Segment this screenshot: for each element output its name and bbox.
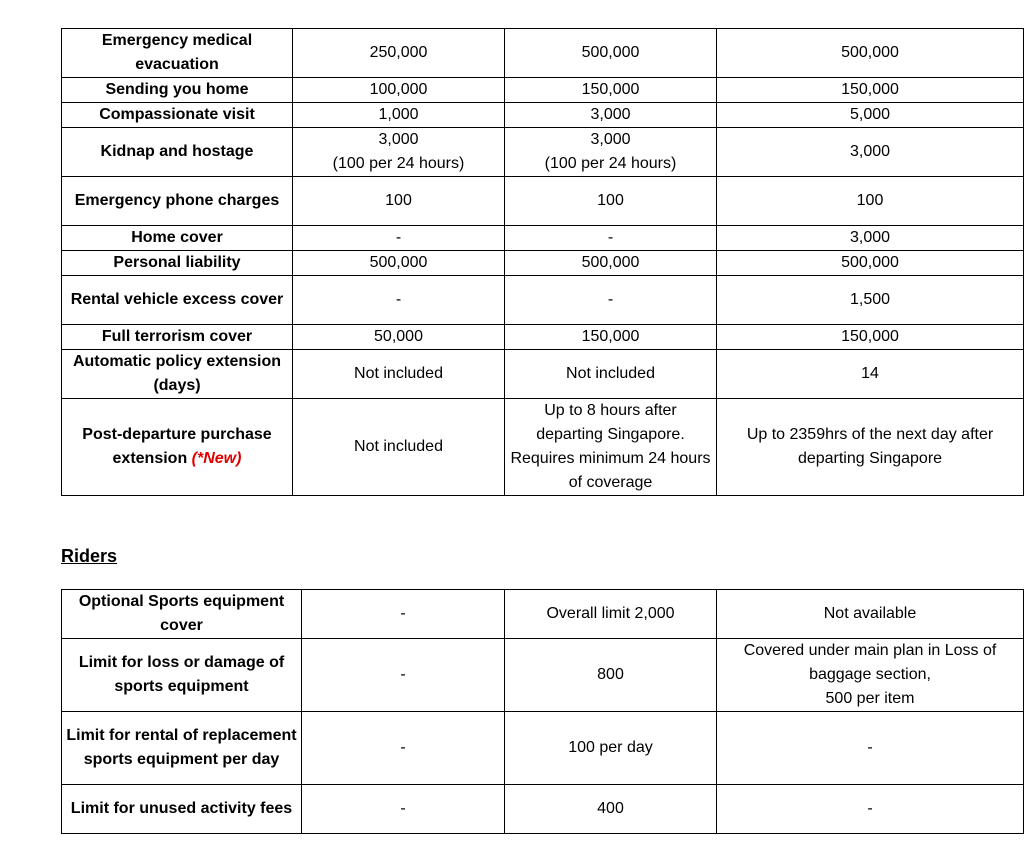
cell-value: -	[302, 590, 505, 639]
cell-value: 500,000	[505, 251, 717, 276]
row-label: Limit for loss or damage of sports equipment	[62, 639, 302, 712]
table-row	[62, 590, 1024, 639]
cell-value: 3,000	[717, 128, 1024, 177]
cell-value: 150,000	[505, 78, 717, 103]
cell-value: -	[302, 785, 505, 834]
cell-value: -	[717, 712, 1024, 785]
table-row	[62, 177, 1024, 226]
cell-value: 14	[717, 350, 1024, 399]
table-row	[62, 78, 1024, 103]
cell-value: 3,000	[505, 103, 717, 128]
cell-value: 1,000	[293, 103, 505, 128]
row-label: Emergency medical evacuation	[62, 29, 293, 78]
row-label: Limit for unused activity fees	[62, 785, 302, 834]
row-label: Kidnap and hostage	[62, 128, 293, 177]
cell-value: 250,000	[293, 29, 505, 78]
row-label: Compassionate visit	[62, 103, 293, 128]
cell-value: 3,000 (100 per 24 hours)	[505, 128, 717, 177]
cell-value: 100,000	[293, 78, 505, 103]
benefits-table	[61, 28, 1024, 496]
cell-value: 3,000	[717, 226, 1024, 251]
cell-value: Not included	[293, 350, 505, 399]
cell-value: 50,000	[293, 325, 505, 350]
table-row	[62, 103, 1024, 128]
row-label: Limit for rental of replacement sports equipment per day	[62, 712, 302, 785]
cell-value: 150,000	[505, 325, 717, 350]
cell-value: Up to 8 hours after departing Singapore. Requires minimum 24 hours of coverage	[505, 399, 717, 496]
cell-value: Not included	[505, 350, 717, 399]
cell-value: 150,000	[717, 78, 1024, 103]
cell-value: -	[505, 226, 717, 251]
cell-value: Not included	[293, 399, 505, 496]
table-row	[62, 128, 1024, 177]
row-label: Rental vehicle excess cover	[62, 276, 293, 325]
cell-value: -	[302, 712, 505, 785]
cell-value: -	[293, 226, 505, 251]
cell-value: 500,000	[505, 29, 717, 78]
row-label	[62, 399, 293, 496]
cell-value: 1,500	[717, 276, 1024, 325]
table-row	[62, 276, 1024, 325]
cell-value: -	[505, 276, 717, 325]
cell-value: 500,000	[717, 251, 1024, 276]
riders-table	[61, 589, 1024, 834]
cell-value: -	[302, 639, 505, 712]
row-label: Personal liability	[62, 251, 293, 276]
cell-value: 400	[505, 785, 717, 834]
table-row	[62, 226, 1024, 251]
table-row	[62, 350, 1024, 399]
row-label: Emergency phone charges	[62, 177, 293, 226]
row-label: Automatic policy extension (days)	[62, 350, 293, 399]
table-row	[62, 785, 1024, 834]
cell-value: 150,000	[717, 325, 1024, 350]
cell-value: Covered under main plan in Loss of baggage section, 500 per item	[717, 639, 1024, 712]
cell-value: -	[293, 276, 505, 325]
cell-value: 5,000	[717, 103, 1024, 128]
cell-value: 100	[717, 177, 1024, 226]
table-row	[62, 639, 1024, 712]
cell-value: 500,000	[293, 251, 505, 276]
table-row	[62, 251, 1024, 276]
cell-value: Not available	[717, 590, 1024, 639]
cell-value: Overall limit 2,000	[505, 590, 717, 639]
cell-value: Up to 2359hrs of the next day after departing Singapore	[717, 399, 1024, 496]
cell-value: 500,000	[717, 29, 1024, 78]
cell-value: 800	[505, 639, 717, 712]
cell-value: 100 per day	[505, 712, 717, 785]
cell-value: 3,000 (100 per 24 hours)	[293, 128, 505, 177]
row-label-text: Post-departure purchase extension	[82, 426, 272, 467]
cell-value: -	[717, 785, 1024, 834]
row-label: Full terrorism cover	[62, 325, 293, 350]
new-badge: (*New)	[191, 450, 242, 467]
table-row	[62, 325, 1024, 350]
cell-value: 100	[293, 177, 505, 226]
row-label: Sending you home	[62, 78, 293, 103]
table-row	[62, 712, 1024, 785]
table-row	[62, 29, 1024, 78]
row-label: Home cover	[62, 226, 293, 251]
row-label: Optional Sports equipment cover	[62, 590, 302, 639]
cell-value: 100	[505, 177, 717, 226]
table-row	[62, 399, 1024, 496]
riders-heading: Riders	[61, 546, 118, 566]
